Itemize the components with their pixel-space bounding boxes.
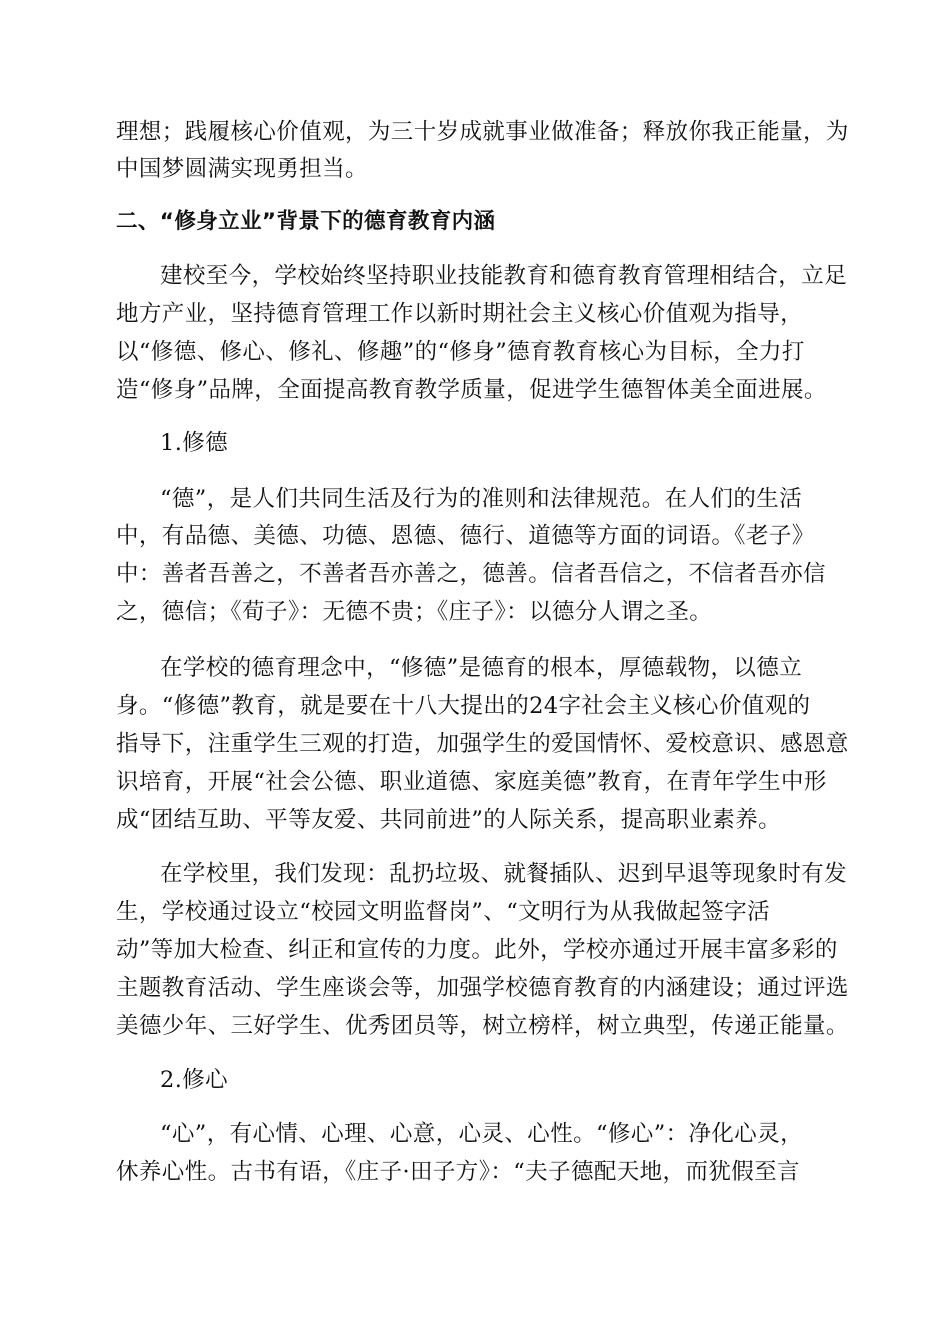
paragraph-line: 在学校里，我们发现：乱扔垃圾、就餐插队、迟到早退等现象时有发 [160, 861, 848, 887]
subsection-heading: 1.修德 [160, 430, 229, 456]
paragraph-line: “德”，是人们共同生活及行为的准则和法律规范。在人们的生活 [160, 486, 803, 512]
paragraph-line: 主题教育活动、学生座谈会等，加强学校德育教育的内涵建设；通过评选 [116, 975, 849, 1001]
paragraph-line: 之，德信；《荀子》：无德不贵；《庄子》：以德分人谓之圣。 [116, 599, 713, 625]
paragraph-line: 动”等加大检查、纠正和宣传的力度。此外，学校亦通过开展丰富多彩的 [116, 937, 838, 963]
paragraph-line: 生，学校通过设立“校园文明监督岗”、“文明行为从我做起签字活 [116, 899, 771, 925]
paragraph-line: 指导下，注重学生三观的打造，加强学生的爱国情怀、爱校意识、感恩意 [116, 731, 849, 757]
section-heading: 二、“修身立业”背景下的德育教育内涵 [116, 209, 496, 234]
paragraph-line: 建校至今，学校始终坚持职业技能教育和德育教育管理相结合，立足 [160, 263, 848, 289]
paragraph-line: “心”，有心情、心理、心意，心灵、心性。“修心”：净化心灵， [160, 1121, 804, 1147]
paragraph-line: 造“修身”品牌，全面提高教育教学质量，促进学生德智体美全面进展。 [116, 377, 827, 403]
paragraph-line: 身。“修德”教育，就是要在十八大提出的24字社会主义核心价值观的 [116, 693, 811, 719]
paragraph-line: 以“修德、修心、修礼、修趣”的“修身”德育教育核心为目标，全力打 [116, 339, 805, 365]
subsection-heading: 2.修心 [160, 1067, 229, 1093]
paragraph-line: 在学校的德育理念中，“修德”是德育的根本，厚德载物，以德立 [160, 655, 803, 681]
intro-line: 中国梦圆满实现勇担当。 [116, 156, 368, 182]
paragraph-line: 中：善者吾善之，不善者吾亦善之，德善。信者吾信之，不信者吾亦信 [116, 561, 826, 587]
intro-line: 理想；践履核心价值观，为三十岁成就事业做准备；释放你我正能量，为 [116, 119, 849, 145]
paragraph-line: 成“团结互助、平等友爱、共同前进”的人际关系，提高职业素养。 [116, 807, 782, 833]
paragraph-line: 休养心性。古书有语，《庄子·田子方》：“夫子德配天地，而犹假至言 [116, 1159, 800, 1185]
paragraph-line: 识培育，开展“社会公德、职业道德、家庭美德”教育，在青年学生中形 [116, 769, 827, 795]
paragraph-line: 美德少年、三好学生、优秀团员等，树立榜样，树立典型，传递正能量。 [116, 1013, 849, 1039]
paragraph-line: 中，有品德、美德、功德、恩德、德行、道德等方面的词语。《老子》 [116, 523, 815, 549]
paragraph-line: 地方产业，坚持德育管理工作以新时期社会主义核心价值观为指导， [116, 301, 804, 327]
